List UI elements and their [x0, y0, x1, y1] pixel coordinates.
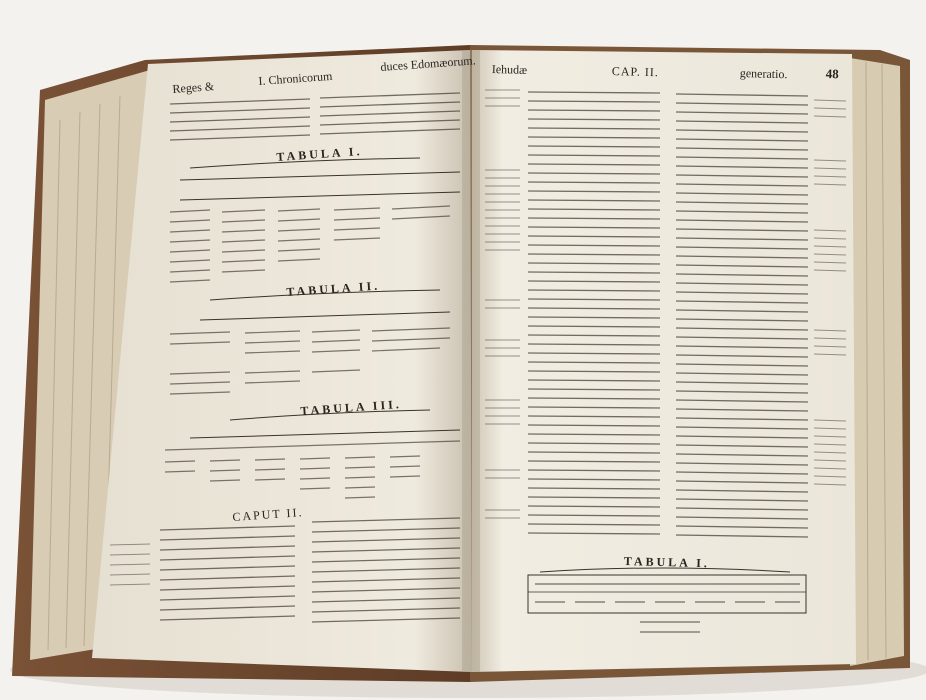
right-tabula-1-title: TABULA I. [623, 554, 711, 571]
left-running-head-left: Reges & [172, 79, 215, 96]
right-running-head-left: Iehudæ [491, 62, 528, 77]
right-page [472, 50, 856, 672]
left-tabula-3-title: TABULA III. [300, 396, 403, 418]
left-running-head-right: duces Edomæorum. [380, 53, 477, 74]
gutter-shadow [462, 50, 480, 672]
left-chapter-heading: CAPUT II. [232, 505, 304, 524]
right-running-head-right: generatio. [739, 66, 788, 82]
right-running-head-center: CAP. II. [611, 64, 659, 80]
left-running-head-center: I. Chronicorum [258, 68, 333, 88]
page-edges-right [850, 58, 904, 666]
right-page-number: 48 [825, 66, 839, 82]
left-tabula-2-title: TABULA II. [286, 278, 381, 299]
left-tabula-1-title: TABULA I. [276, 143, 363, 164]
